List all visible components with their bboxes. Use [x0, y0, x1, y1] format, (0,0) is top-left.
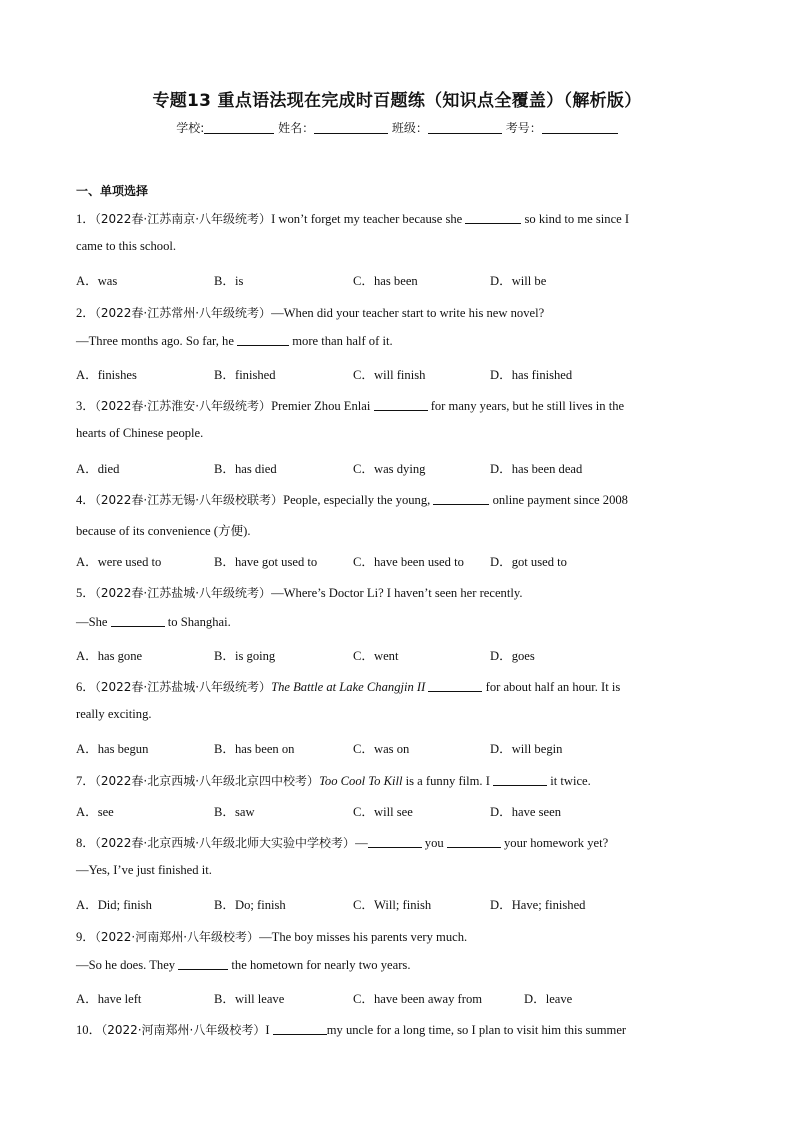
option-d: D．goes [490, 649, 535, 663]
option-a: A．died [76, 462, 120, 476]
school-label: 学校: [176, 121, 205, 135]
option-a: A．Did; finish [76, 898, 152, 912]
question-text: —The boy misses his parents very much. [259, 930, 468, 944]
option-a: A．was [76, 274, 118, 288]
question-text: 5． [76, 586, 95, 600]
question-7 [76, 770, 591, 789]
option-b: B．have got used to [214, 555, 318, 569]
question-text: — [355, 836, 368, 850]
answer-blank [428, 679, 482, 692]
question-text: 2． [76, 306, 95, 320]
question-6-cont: really exciting. [76, 707, 152, 721]
question-6 [76, 676, 620, 695]
film-title: Too Cool To Kill [319, 774, 403, 788]
option-a: A．has gone [76, 649, 143, 663]
answer-blank [433, 492, 489, 505]
option-a: A．finishes [76, 368, 137, 382]
option-b: B．has been on [214, 742, 295, 756]
film-title: The Battle at Lake Changjin II [271, 680, 426, 694]
question-text: to Shanghai. [164, 615, 231, 629]
option-c: C．was on [353, 742, 410, 756]
answer-blank [273, 1022, 327, 1035]
question-text: Premier Zhou Enlai [271, 399, 374, 413]
answer-blank [465, 211, 521, 224]
option-d: D．Have; finished [490, 898, 586, 912]
question-5 [76, 582, 522, 601]
option-d: D．leave [524, 992, 573, 1006]
question-8 [76, 832, 608, 851]
question-text: for many years, but he still lives in the [427, 399, 625, 413]
question-5-cont [76, 614, 231, 630]
question-text: （2022春·北京西城·八年级北师大实验中学校考） [94, 836, 356, 850]
question-10 [76, 1019, 626, 1038]
question-text: （2022春·江苏盐城·八年级统考） [94, 680, 272, 694]
question-text: （2022·河南郑州·八年级校考） [101, 1023, 266, 1037]
question-text: 7． [76, 774, 95, 788]
name-field [314, 120, 388, 134]
question-text: （2022·河南郑州·八年级校考） [94, 930, 260, 944]
question-text: （2022春·江苏淮安·八年级统考） [94, 399, 272, 413]
question-3 [76, 395, 624, 414]
option-b: B．will leave [214, 992, 285, 1006]
option-b: B．finished [214, 368, 276, 382]
name-label: 姓名： [278, 121, 315, 135]
class-label: 班级： [391, 121, 428, 135]
question-text: 10． [76, 1023, 102, 1037]
question-text: People, especially the young, [283, 493, 434, 507]
question-text: I [265, 1023, 273, 1037]
question-text: online payment since 2008 [489, 493, 628, 507]
question-text: 3． [76, 399, 95, 413]
answer-blank [493, 773, 547, 786]
answer-blank [178, 957, 228, 970]
option-c: C．was dying [353, 462, 426, 476]
school-field [204, 120, 274, 134]
option-b: B．has died [214, 462, 277, 476]
option-a: A．have left [76, 992, 142, 1006]
question-text: （2022春·北京西城·八年级北京四中校考） [94, 774, 320, 788]
exam-number-label: 考号： [505, 121, 542, 135]
question-text: （2022春·江苏南京·八年级统考） [94, 212, 272, 226]
question-text: —When did your teacher start to write his new novel? [271, 306, 545, 320]
option-d: D．has finished [490, 368, 573, 382]
option-a: A．were used to [76, 555, 162, 569]
question-text: （2022春·江苏无锡·八年级校联考） [94, 493, 284, 507]
question-4-cont: because of its convenience (方便). [76, 524, 251, 538]
option-a: A．see [76, 805, 114, 819]
question-text: （2022春·江苏常州·八年级统考） [94, 306, 272, 320]
question-2-cont [76, 333, 393, 349]
answer-blank [111, 614, 165, 627]
option-d: D．got used to [490, 555, 567, 569]
class-field [428, 120, 502, 134]
question-3-cont: hearts of Chinese people. [76, 426, 204, 440]
question-text: 8． [76, 836, 95, 850]
option-a: A．has begun [76, 742, 149, 756]
option-c: C．will see [353, 805, 413, 819]
student-info-line [0, 119, 794, 136]
option-b: B．is going [214, 649, 276, 663]
question-text: 1． [76, 212, 95, 226]
question-text: I won’t forget my teacher because she [271, 212, 466, 226]
question-8-cont: —Yes, I’ve just finished it. [76, 863, 212, 877]
question-1 [76, 208, 629, 227]
question-text: 9． [76, 930, 95, 944]
option-c: C．went [353, 649, 399, 663]
option-d: D．will begin [490, 742, 563, 756]
question-text: my uncle for a long time, so I plan to visit him this summer [326, 1023, 627, 1037]
question-9-cont [76, 957, 410, 973]
section-heading: 一、单项选择 [76, 184, 149, 198]
question-2 [76, 302, 544, 321]
question-text: —She [76, 615, 111, 629]
question-text: —Where’s Doctor Li? I haven’t seen her recently. [271, 586, 523, 600]
page-title: 专题13 重点语法现在完成时百题练（知识点全覆盖）（解析版） [152, 91, 642, 111]
option-b: B．saw [214, 805, 255, 819]
option-d: D．have seen [490, 805, 561, 819]
option-b: B．is [214, 274, 244, 288]
question-text: it twice. [547, 774, 591, 788]
question-text: 6． [76, 680, 95, 694]
option-c: C．have been away from [353, 992, 483, 1006]
question-text: （2022春·江苏盐城·八年级统考） [94, 586, 272, 600]
answer-blank [368, 835, 422, 848]
answer-blank [374, 398, 428, 411]
question-text: so kind to me since I [521, 212, 630, 226]
option-c: C．will finish [353, 368, 426, 382]
question-text: you [421, 836, 447, 850]
exam-number-field [542, 120, 618, 134]
answer-blank [237, 333, 289, 346]
question-text: —So he does. They [76, 958, 179, 972]
question-text: —Three months ago. So far, he [76, 334, 238, 348]
option-c: C．has been [353, 274, 418, 288]
question-text: is a funny film. I [402, 774, 494, 788]
question-1-cont: came to this school. [76, 239, 177, 253]
question-text: for about half an hour. It is [482, 680, 621, 694]
option-c: C．Will; finish [353, 898, 432, 912]
option-c: C．have been used to [353, 555, 464, 569]
question-9 [76, 926, 467, 945]
option-b: B．Do; finish [214, 898, 286, 912]
question-text: the hometown for nearly two years. [228, 958, 411, 972]
option-d: D．has been dead [490, 462, 583, 476]
question-text: 4． [76, 493, 95, 507]
question-text: your homework yet? [500, 836, 609, 850]
question-4 [76, 489, 628, 508]
answer-blank [447, 835, 501, 848]
question-text: more than half of it. [289, 334, 393, 348]
option-d: D．will be [490, 274, 547, 288]
